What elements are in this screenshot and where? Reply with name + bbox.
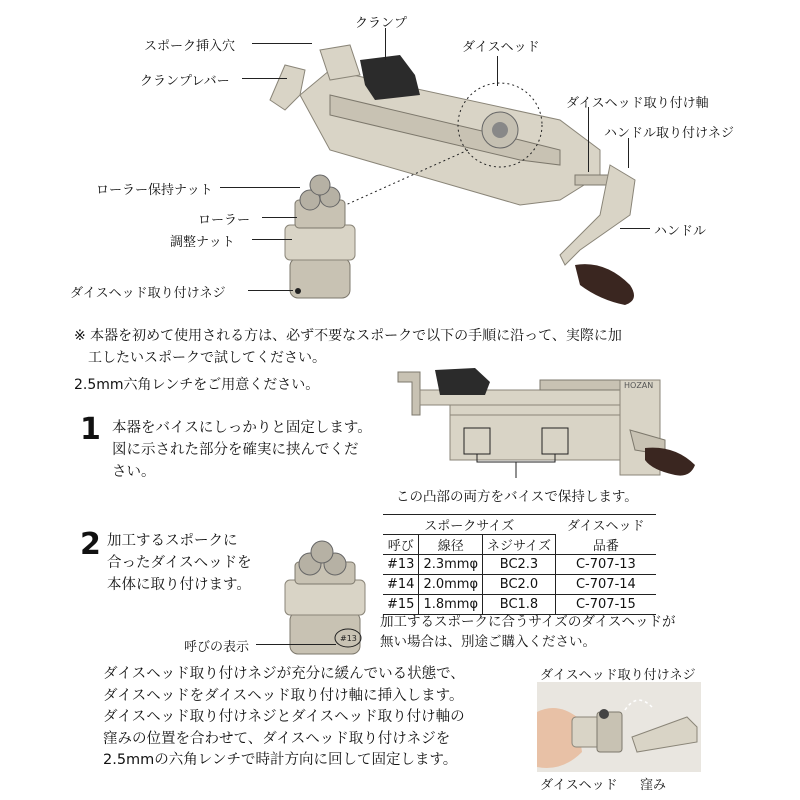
table-group-header: スポークサイズ	[383, 515, 555, 535]
step-2-line-3: 本体に取り付けます。	[107, 577, 251, 593]
label-die-head: ダイスヘッド	[462, 40, 540, 55]
wrench-note: 2.5mm六角レンチをご用意ください。	[74, 377, 320, 393]
step-1-line-1: 本器をバイスにしっかりと固定します。	[112, 420, 372, 436]
instruction-line-2: ダイスヘッドをダイスヘッド取り付け軸に挿入します。	[103, 687, 464, 704]
die-head-illustration	[270, 540, 380, 660]
tool-illustration-main	[0, 0, 800, 320]
photo-label-die-head: ダイスヘッド	[540, 778, 618, 793]
step-1-number: 1	[80, 412, 101, 447]
instruction-line-5: 2.5mmの六角レンチで時計方向に回して固定します。	[103, 752, 458, 768]
note-line-2: 工したいスポークで試してください。	[74, 350, 326, 366]
die-head-mark: #13	[340, 634, 357, 643]
label-handle-screw: ハンドル取り付けネジ	[604, 126, 735, 141]
photo-label-screw: ダイスヘッド取り付けネジ	[540, 668, 696, 683]
label-die-head-shaft: ダイスヘッド取り付け軸	[566, 96, 709, 111]
table-footnote-1: 加工するスポークに合うサイズのダイスヘッドが	[380, 614, 676, 630]
instruction-line-4: 窪みの位置を合わせて、ダイスヘッド取り付けネジを	[103, 730, 451, 747]
step-1-line-3: さい。	[112, 464, 156, 480]
label-die-head-screw: ダイスヘッド取り付けネジ	[70, 286, 226, 301]
table-header-size: 呼び	[383, 535, 419, 555]
step-2-number: 2	[80, 527, 101, 562]
step-1-line-2: 図に示された部分を確実に挟んでくだ	[112, 442, 359, 458]
table-row: #15 1.8mmφ BC1.8 C-707-15	[383, 595, 656, 615]
instruction-line-1: ダイスヘッド取り付けネジが充分に緩んでいる状態で、	[103, 666, 465, 682]
table-row: #14 2.0mmφ BC2.0 C-707-14	[383, 575, 656, 595]
attach-photo	[537, 682, 701, 772]
label-roller-nut: ローラー保持ナット	[96, 183, 213, 198]
table-footnote-2: 無い場合は、別途ご購入ください。	[380, 634, 596, 650]
table-header-diameter: 線径	[419, 535, 483, 555]
label-roller: ローラー	[198, 213, 251, 228]
table-header-thread: ネジサイズ	[483, 535, 556, 555]
tool-brand: HOZAN	[624, 381, 654, 390]
table-header-die-head: ダイスヘッド	[566, 519, 645, 535]
table-row: #13 2.3mmφ BC2.3 C-707-13	[383, 555, 656, 575]
spec-table	[383, 514, 656, 615]
label-spoke-hole: スポーク挿入穴	[144, 39, 236, 54]
label-clamp-lever: クランプレバー	[140, 74, 230, 89]
label-adjust-nut: 調整ナット	[170, 235, 235, 250]
label-handle: ハンドル	[654, 224, 707, 239]
vise-caption: この凸部の両方をバイスで保持します。	[396, 489, 638, 505]
step-2-line-1: 加工するスポークに	[107, 533, 238, 549]
label-clamp: クランプ	[355, 16, 408, 31]
tool-illustration-vise	[390, 360, 720, 490]
step-2-line-2: 合ったダイスヘッドを	[107, 555, 252, 571]
note-line-1: ※ 本器を初めて使用される方は、必ず不要なスポークで以下の手順に沿って、実際に加	[74, 328, 622, 344]
table-header-part-no: 品番	[592, 538, 619, 554]
photo-label-recess: 窪み	[640, 778, 667, 793]
instruction-line-3: ダイスヘッド取り付けネジとダイスヘッド取り付け軸の	[103, 709, 465, 725]
size-label: 呼びの表示	[184, 640, 250, 655]
